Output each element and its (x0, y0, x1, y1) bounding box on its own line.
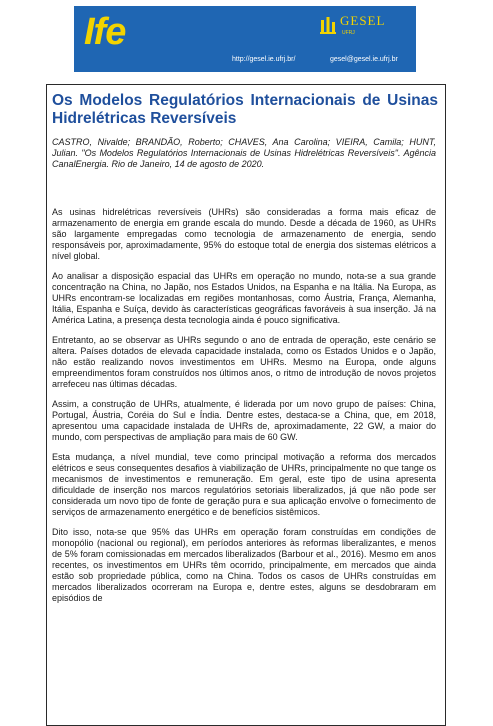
header-banner (74, 6, 416, 72)
article-citation: CASTRO, Nivalde; BRANDÃO, Roberto; CHAVES, Ana Carolina; VIEIRA, Camila; HUNT, Julian. "Os Modelos Regulatórios Internacionais de Usinas Hidrelétricas Reversíveis". Agência CanalEnergia. Rio de Janeiro, 14 de agosto de 2020. (52, 137, 436, 169)
paragraph: Dito isso, nota-se que 95% das UHRs em operação foram construídas em condições de monopólio (nacional ou regional), em períodos anteriores às reformas liberalizantes, e menos de 5% foram comissionadas em mercados liberalizados (Barbour et al., 2016). Mesmo em anos recentes, os investimentos em UHRs têm ocorrido, principalmente, em mercados que ainda estão sob propriedade pública, como na China. Todos os casos de UHRs construídas em mercados liberalizados ocorreram na Europa e, dentre estes, alguns se desdobraram em episódios de (52, 527, 436, 603)
gesel-logo-icon (320, 16, 336, 34)
paragraph: As usinas hidrelétricas reversíveis (UHRs) são consideradas a forma mais eficaz de armazenamento de energia em grande escala do mundo. Desde a década de 1960, as UHRs são largamente empregadas como tecnologia de armazenamento de energia, sendo responsáveis por, aproximadamente, 95% do estoque total de energia dos sistemas elétricos a nível global. (52, 207, 436, 261)
gesel-name: GESEL (340, 13, 386, 28)
header-email-link[interactable]: gesel@gesel.ie.ufrj.br (330, 56, 398, 63)
paragraph: Assim, a construção de UHRs, atualmente, é liderada por um novo grupo de países: China, Portugal, Áustria, Coréia do Sul e Índia. Dentre estes, destaca-se a China, que, em 2018, apresentou uma capacidade instalada de UHRs de, aproximadamente, 22 GW, a maior do mundo, com perspectivas de ampliação para mais de 60 GW. (52, 399, 436, 442)
article-body (52, 207, 436, 613)
article-title: Os Modelos Regulatórios Internacionais de Usinas Hidrelétricas Reversíveis (52, 92, 438, 127)
gesel-sub: UFRJ (342, 30, 355, 36)
ife-logo: Ife (84, 11, 126, 53)
paragraph: Esta mudança, a nível mundial, teve como principal motivação a reforma dos mercados elétricos e seus consequentes desafios à viabilização de UHRs, principalmente no que tange os mecanismos de investimentos e remuneração. Em geral, este tipo de usina apresenta dificuldade de inserção nos marcos regulatórios setoriais liberalizados, já que não pode ser considerada um novo tipo de fonte de geração pura e sua aplicação envolve o fornecimento de serviços de armazenamento energético e de benefícios sistêmicos. (52, 452, 436, 517)
paragraph: Entretanto, ao se observar as UHRs segundo o ano de entrada de operação, este cenário se altera. Países dotados de elevada capacidade instalada, como os Estados Unidos e o Japão, não estão realizando novos investimentos em UHRs. Mesmo na Europa, onde alguns empreendimentos foram construídos nos últimos anos, o ritmo de introdução de novos projetos arrefeceu nas últimas décadas. (52, 335, 436, 389)
header-url-link[interactable]: http://gesel.ie.ufrj.br/ (232, 56, 296, 63)
paragraph: Ao analisar a disposição espacial das UHRs em operação no mundo, nota-se a sua grande concentração na China, no Japão, nos Estados Unidos, na Espanha e na Itália. Na Europa, as UHRs encontram-se localizadas em regiões montanhosas, como Áustria, França, Alemanha, Itália, Espanha e Suíça, devido às características geográficas favoráveis à sua inserção. Já na América Latina, a presença desta tecnologia ainda é pouco significativa. (52, 271, 436, 325)
